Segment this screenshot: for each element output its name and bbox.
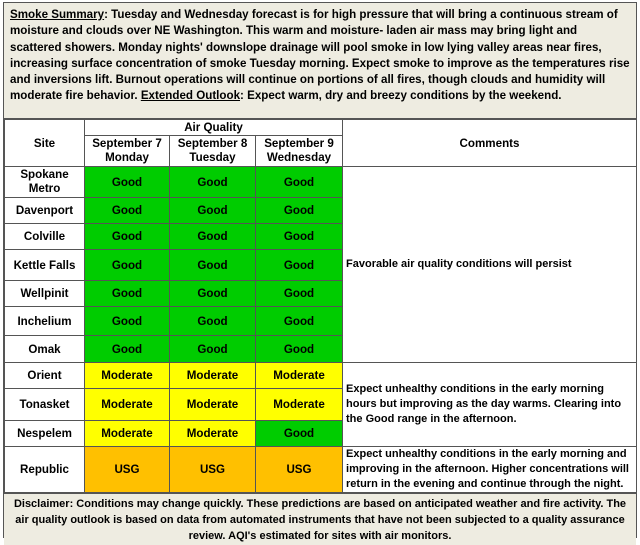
aq-cell: USG (85, 447, 170, 493)
aq-cell: Good (85, 198, 170, 224)
aq-cell: Good (85, 250, 170, 281)
site-name: Davenport (5, 198, 85, 224)
weekday-label: Wednesday (266, 151, 332, 164)
air-quality-header: Air Quality (85, 120, 343, 136)
comment-cell: Favorable air quality conditions will persist (343, 167, 637, 363)
aq-cell: Good (85, 281, 170, 307)
aq-cell: Good (256, 250, 343, 281)
aq-cell: USG (256, 447, 343, 493)
air-quality-table (4, 119, 637, 493)
aq-cell: Good (256, 307, 343, 336)
weekday-label: Monday (105, 151, 149, 164)
site-name: Republic (5, 447, 85, 493)
smoke-summary (4, 3, 636, 119)
aq-cell: Moderate (170, 389, 256, 421)
table-row (5, 447, 637, 493)
outlook-text: : Expect warm, dry and breezy conditions by the weekend. (240, 89, 562, 103)
summary-label: Smoke Summary (10, 8, 105, 21)
date-label: September 9 (264, 137, 334, 150)
aq-cell: Good (170, 307, 256, 336)
comment-cell: Expect unhealthy conditions in the early morning and improving in the afternoon. Higher concentrations will return in the evening and continue through the night. (343, 447, 637, 493)
aq-cell: Good (85, 224, 170, 250)
date-label: September 8 (177, 137, 248, 150)
date-header (170, 136, 256, 167)
disclaimer: Disclaimer: Conditions may change quickly. These predictions are based on anticipated weather and fire activity. The air quality outlook is based on data from automated instruments that have not been subjected to a quality assurance review. AQI's estimated for sites with air monitors. (4, 493, 636, 545)
aq-cell: Good (85, 336, 170, 363)
aq-cell: Good (256, 281, 343, 307)
aq-cell: Good (170, 167, 256, 198)
aq-cell: Good (85, 307, 170, 336)
aq-cell: Good (170, 281, 256, 307)
aq-cell: Good (170, 224, 256, 250)
aq-cell: Good (256, 198, 343, 224)
site-name: Kettle Falls (5, 250, 85, 281)
aq-cell: Good (170, 198, 256, 224)
site-name: Colville (5, 224, 85, 250)
site-column-header: Site (5, 120, 85, 167)
site-name: Orient (5, 363, 85, 389)
date-header (256, 136, 343, 167)
outlook-label: Extended Outlook (140, 89, 241, 103)
comment-cell: Expect unhealthy conditions in the early morning hours but improving as the day warms. Clearing into the Good range in the afternoon. (343, 363, 637, 447)
table-row (5, 167, 637, 198)
site-name: Omak (5, 336, 85, 363)
aq-cell: Moderate (85, 421, 170, 447)
aq-cell: Good (85, 167, 170, 198)
comments-column-header: Comments (343, 120, 637, 167)
aq-cell: Good (256, 336, 343, 363)
aq-cell: Moderate (170, 421, 256, 447)
site-name: Nespelem (5, 421, 85, 447)
date-label: September 7 (92, 137, 162, 150)
smoke-forecast-sheet (3, 2, 637, 542)
aq-cell: Moderate (256, 389, 343, 421)
weekday-label: Tuesday (189, 151, 236, 164)
aq-cell: Good (256, 167, 343, 198)
aq-cell: Moderate (170, 363, 256, 389)
aq-cell: Moderate (256, 363, 343, 389)
site-name: Inchelium (5, 307, 85, 336)
aq-cell: Good (256, 224, 343, 250)
aq-cell: Moderate (85, 389, 170, 421)
aq-cell: Good (170, 250, 256, 281)
aq-cell: Good (170, 336, 256, 363)
aq-cell: USG (170, 447, 256, 493)
aq-cell: Good (256, 421, 343, 447)
aq-cell: Moderate (85, 363, 170, 389)
date-header (85, 136, 170, 167)
site-name: Tonasket (5, 389, 85, 421)
site-name: Spokane Metro (5, 167, 85, 198)
summary-text: : Tuesday and Wednesday forecast is for high pressure that will bring a continuous stream of moisture and clouds over NE Washington. This warm and moisture- laden air mass may bring light and scattered showers. Monday nights' downslope drainage will pool smoke in low lying valley areas near fires, increasing surface concentration of smoke Tuesday morning. Expect smoke to improve as the temperatures rise and inversions lift. Burnout operations will continue on portions of all fires, though clouds and humidity will moderate fire behavior. (10, 8, 630, 103)
site-name: Wellpinit (5, 281, 85, 307)
table-row (5, 363, 637, 389)
